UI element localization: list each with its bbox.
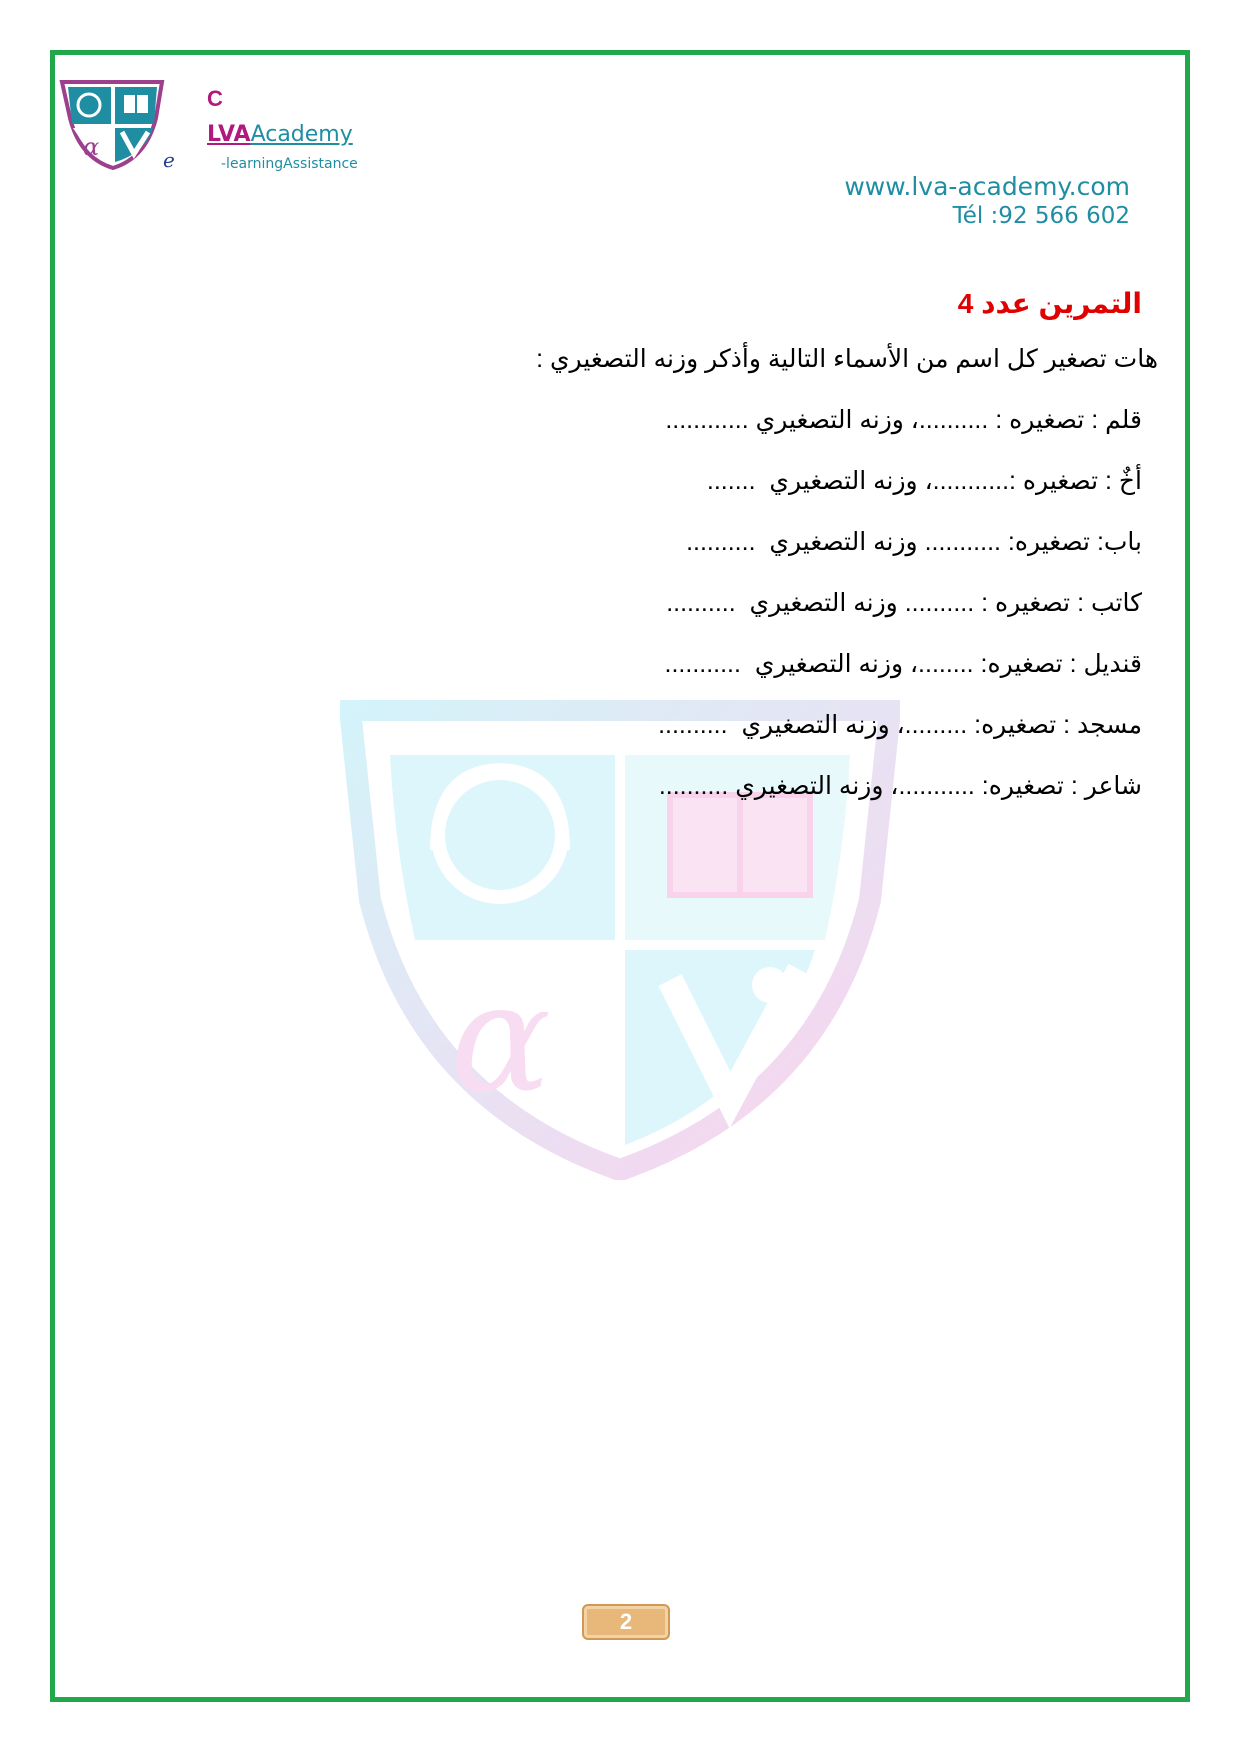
brand-lva: LVA bbox=[207, 122, 251, 147]
website-url: www.lva-academy.com bbox=[844, 172, 1130, 201]
brand-name bbox=[207, 122, 353, 147]
logo-letter-e: e bbox=[163, 148, 175, 172]
exercise-item: قلم : تصغيره : ..........، وزنه التصغيري ............ bbox=[665, 406, 1142, 434]
exercise-item: كاتب : تصغيره : .......... وزنه التصغيري .......... bbox=[666, 589, 1142, 617]
exercise-item: مسجد : تصغيره: .........، وزنه التصغيري .......... bbox=[658, 711, 1142, 739]
page-number: 2 bbox=[582, 1604, 670, 1640]
brand-academy: Academy bbox=[250, 122, 353, 147]
exercise-item: باب: تصغيره: ........... وزنه التصغيري .......... bbox=[686, 528, 1142, 556]
exercise-item: قنديل : تصغيره: ........، وزنه التصغيري ........... bbox=[664, 650, 1142, 678]
brand-tagline: -learningAssistance bbox=[221, 156, 358, 172]
svg-text:α: α bbox=[450, 952, 552, 1126]
exercise-title: التمرين عدد 4 bbox=[957, 288, 1142, 319]
phone-number: Tél :92 566 602 bbox=[952, 203, 1130, 229]
academy-logo-icon bbox=[58, 78, 168, 170]
svg-text:α: α bbox=[83, 133, 100, 161]
exercise-content bbox=[430, 280, 1170, 817]
exercise-instruction: هات تصغير كل اسم من الأسماء التالية وأذكر وزنه التصغيري : bbox=[536, 345, 1158, 373]
exercise-item: أخٌ : تصغيره :...........، وزنه التصغيري ....... bbox=[706, 467, 1142, 495]
exercise-item: شاعر : تصغيره: ...........، وزنه التصغيري .......... bbox=[658, 772, 1142, 800]
brand-c: C bbox=[207, 86, 223, 111]
